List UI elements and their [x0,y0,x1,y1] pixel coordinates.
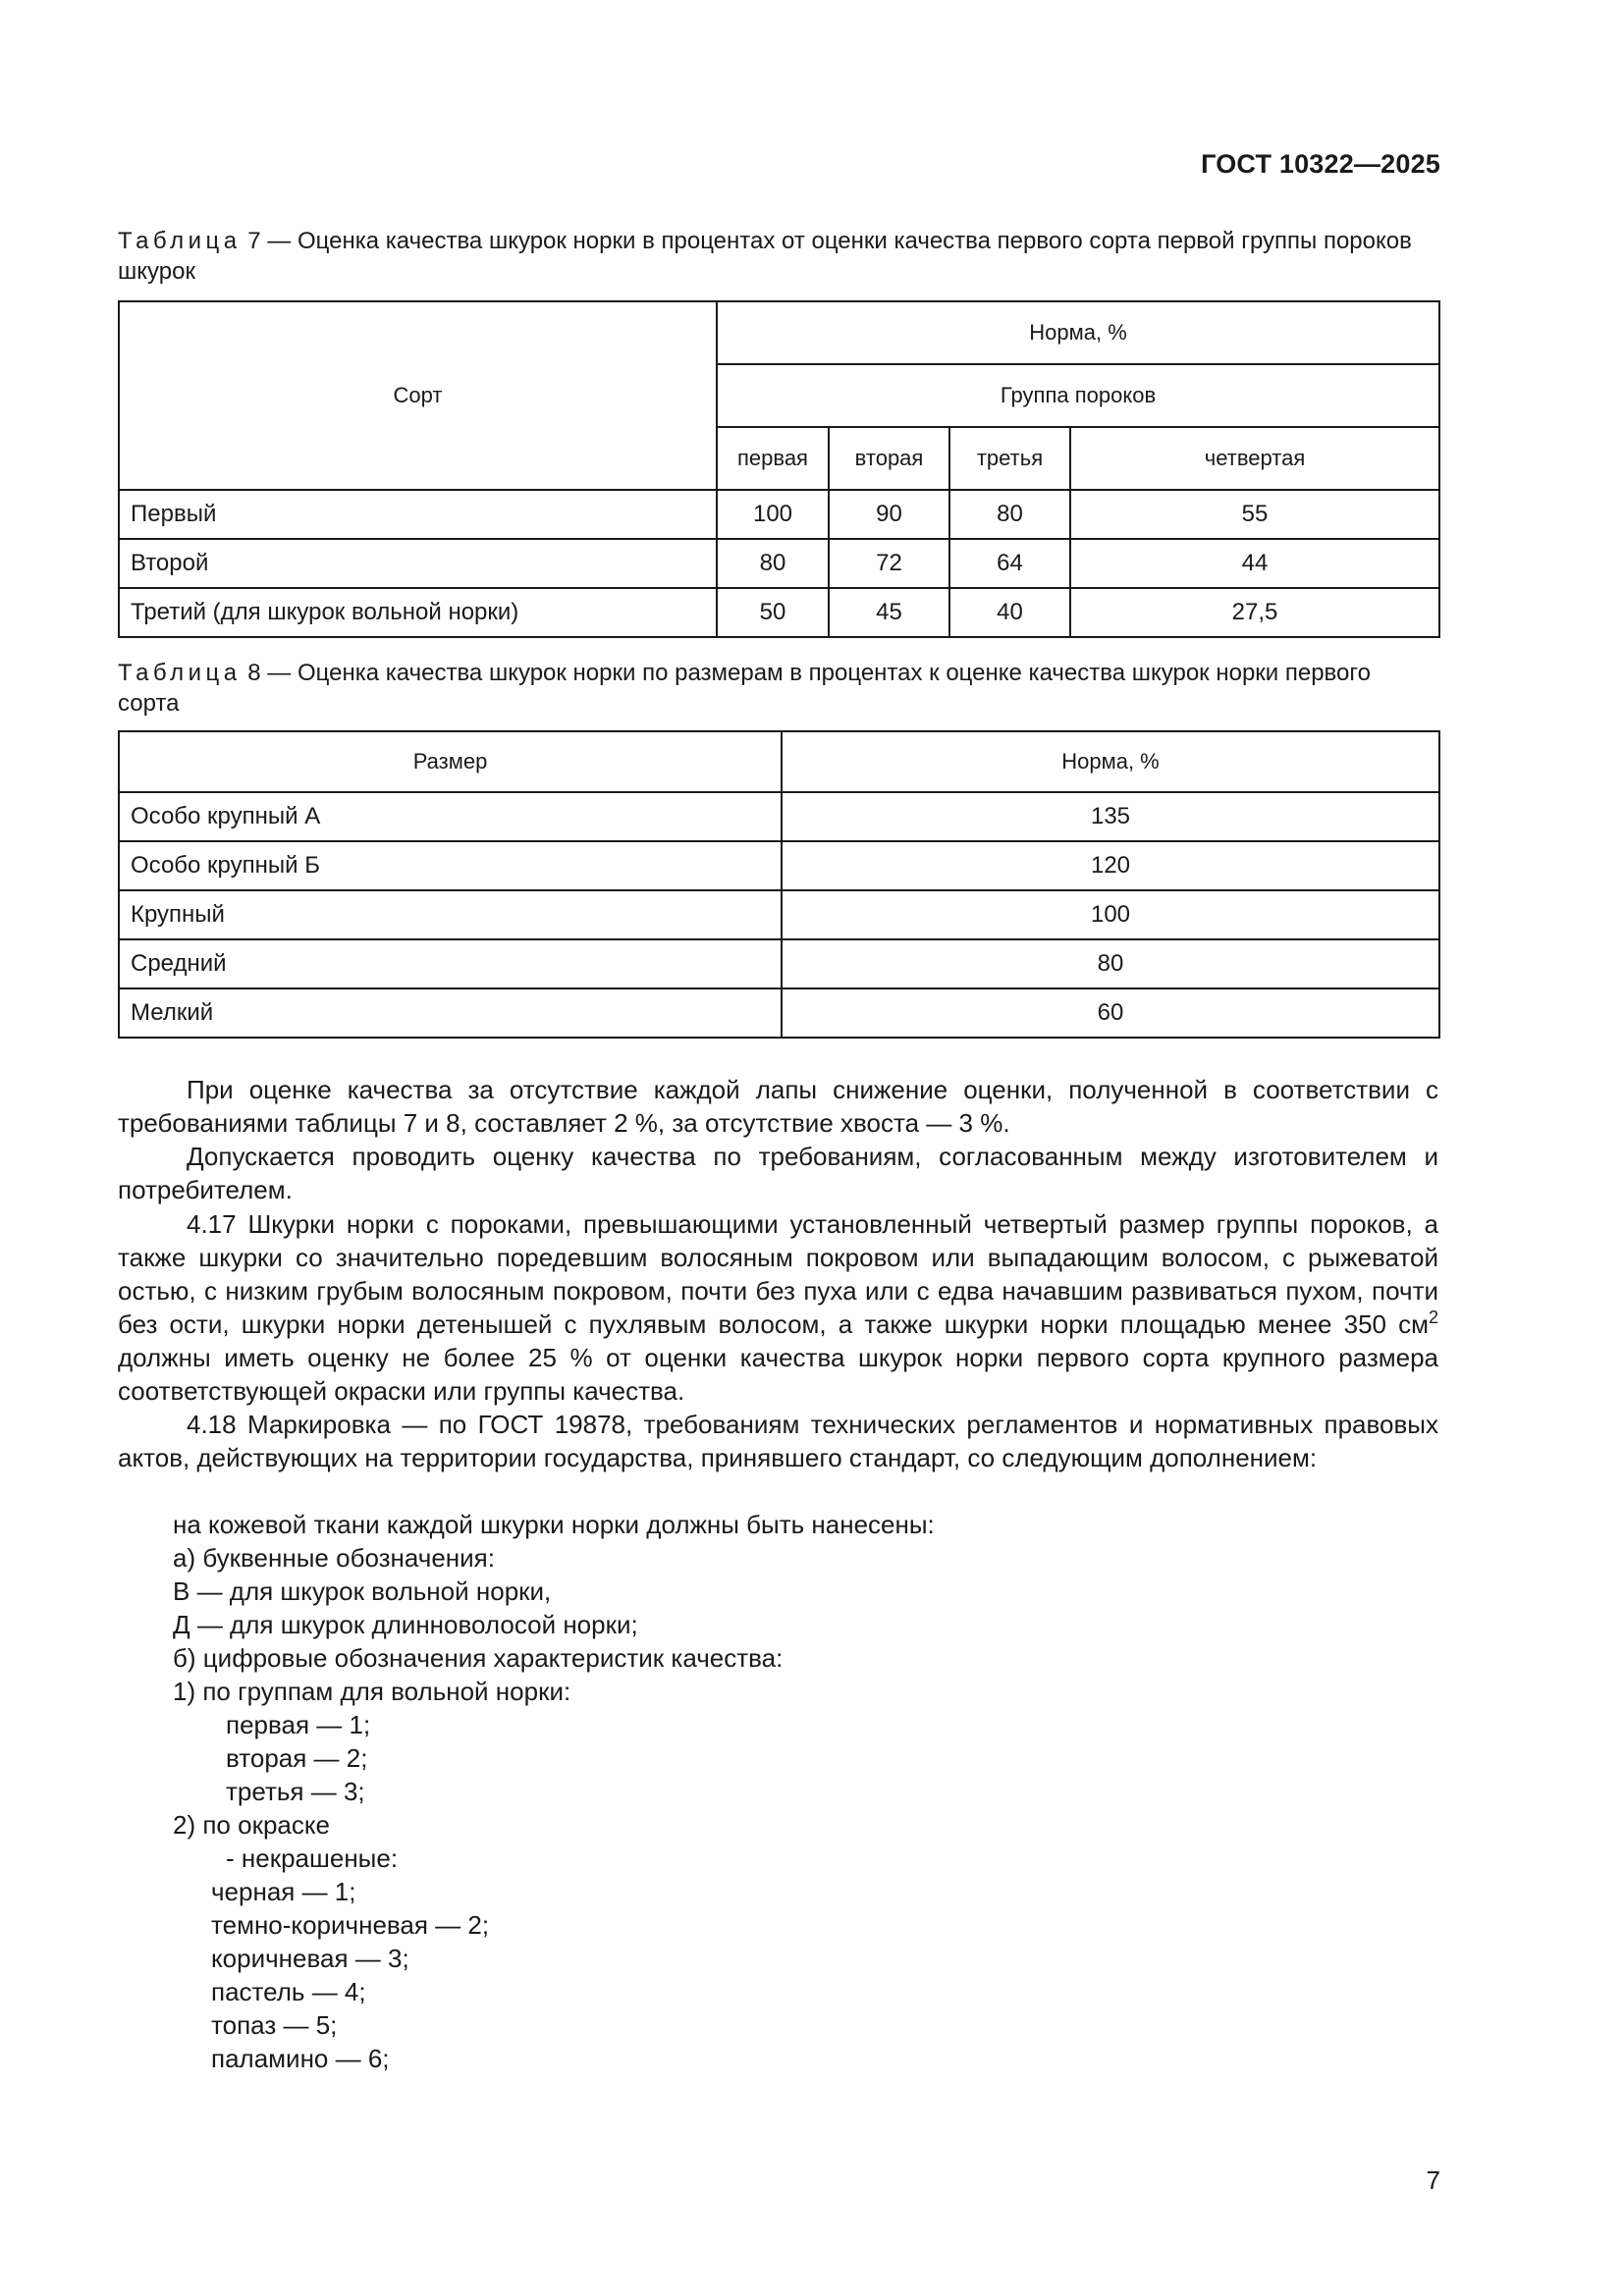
table8-header-norm: Норма, % [782,731,1439,792]
list-item: 1) по группам для вольной норки: [173,1677,571,1706]
table7-row-label: Первый [119,490,717,539]
table-row [119,939,1439,988]
table7-row-label: Второй [119,539,717,588]
table7-header-group: Группа пороков [717,364,1439,427]
table7-caption-label: Таблица [118,228,242,254]
table7-subheader: первая [717,427,829,490]
table8-header-size: Размер [119,731,782,792]
paragraph-4-17-main: 4.17 Шкурки норки с пороками, превышающими установленный четвертый размер группы пороков, а также шкурки со значительно поредевшим волосяным покровом или выпадающим волосом, с рыжеватой остью, с низким грубым волосяным покровом, почти без пуха или с едва начавшим развиваться пухом, почти без ости, шкурки норки детенышей с пухлявым волосом, а также шкурки норки площадью менее 350 см [118,1209,1438,1339]
table7-cell: 80 [949,490,1070,539]
table-row [119,841,1439,890]
table7-cell: 50 [717,588,829,637]
table7-cell: 55 [1070,490,1439,539]
document-code: ГОСТ 10322—2025 [1201,149,1440,179]
list-item: вторая — 2; [226,1743,368,1773]
table7-header-norm: Норма, % [717,301,1439,364]
table-row [119,539,1439,588]
table7-row-label: Третий (для шкурок вольной норки) [119,588,717,637]
table8-cell: 135 [782,792,1439,841]
table8-row-label: Особо крупный А [119,792,782,841]
table8-cell: 100 [782,890,1439,939]
table-row [119,588,1439,637]
list-item: на кожевой ткани каждой шкурки норки должны быть нанесены: [173,1510,935,1539]
table7-cell: 44 [1070,539,1439,588]
table7-cell: 100 [717,490,829,539]
table7-subheader: четвертая [1070,427,1439,490]
list-item: - некрашеные: [226,1843,399,1873]
list-item: темно-коричневая — 2; [211,1910,490,1940]
table8-cell: 120 [782,841,1439,890]
table-row [119,490,1439,539]
paragraph-4-17 [118,1207,1438,1408]
table-row [119,792,1439,841]
table8 [118,730,1440,1039]
list-item: а) буквенные обозначения: [173,1543,495,1573]
table7-subheader: третья [949,427,1070,490]
superscript: 2 [1428,1308,1438,1327]
table7-cell: 80 [717,539,829,588]
table8-row-label: Мелкий [119,988,782,1038]
table7-cell: 90 [829,490,949,539]
list-item: 2) по окраске [173,1810,330,1840]
list-item: черная — 1; [211,1877,356,1906]
table7 [118,300,1440,638]
table-row [119,988,1439,1038]
list-item: топаз — 5; [211,2010,338,2040]
list-item: В — для шкурок вольной норки, [173,1576,552,1606]
table7-cell: 40 [949,588,1070,637]
paragraph-agreement: Допускается проводить оценку качества по требованиям, согласованным между изготовителем и потребителем. [118,1142,1438,1204]
list-item: третья — 3; [226,1777,365,1806]
list-item: коричневая — 3; [211,1944,409,1973]
paragraph-deductions: При оценке качества за отсутствие каждой лапы снижение оценки, полученной в соответствии с требованиями таблицы 7 и 8, составляет 2 %, за отсутствие хвоста — 3 %. [118,1075,1438,1138]
table8-row-label: Особо крупный Б [119,841,782,890]
table7-subheader: вторая [829,427,949,490]
table8-cell: 60 [782,988,1439,1038]
table7-cell: 64 [949,539,1070,588]
page-number: 7 [1426,2165,1440,2195]
table8-cell: 80 [782,939,1439,988]
table7-cell: 72 [829,539,949,588]
table7-cell: 27,5 [1070,588,1439,637]
table7-caption [118,226,1438,287]
table8-caption [118,658,1438,719]
list-item: б) цифровые обозначения характеристик качества: [173,1643,784,1673]
paragraph-4-17-tail: должны иметь оценку не более 25 % от оценки качества шкурок норки первого сорта крупного размера соответствующей окраски или группы качества. [118,1343,1438,1406]
table8-caption-text: 8 — Оценка качества шкурок норки по размерам в процентах к оценке качества шкурок норки первого сорта [118,660,1371,717]
list-item: паламино — 6; [211,2044,390,2073]
list-item: Д — для шкурок длинноволосой норки; [173,1610,638,1639]
table-row [119,890,1439,939]
table8-row-label: Крупный [119,890,782,939]
table8-caption-label: Таблица [118,660,242,686]
table7-caption-text: 7 — Оценка качества шкурок норки в процентах от оценки качества первого сорта первой группы пороков шкурок [118,228,1412,285]
table7-cell: 45 [829,588,949,637]
table8-row-label: Средний [119,939,782,988]
paragraph-4-18: 4.18 Маркировка — по ГОСТ 19878, требованиям технических регламентов и нормативных правовых актов, действующих на территории государства, принявшего стандарт, со следующим дополнением: [118,1410,1438,1472]
table7-header-sort: Сорт [119,301,717,490]
list-item: первая — 1; [226,1710,371,1739]
list-item: пастель — 4; [211,1977,366,2006]
